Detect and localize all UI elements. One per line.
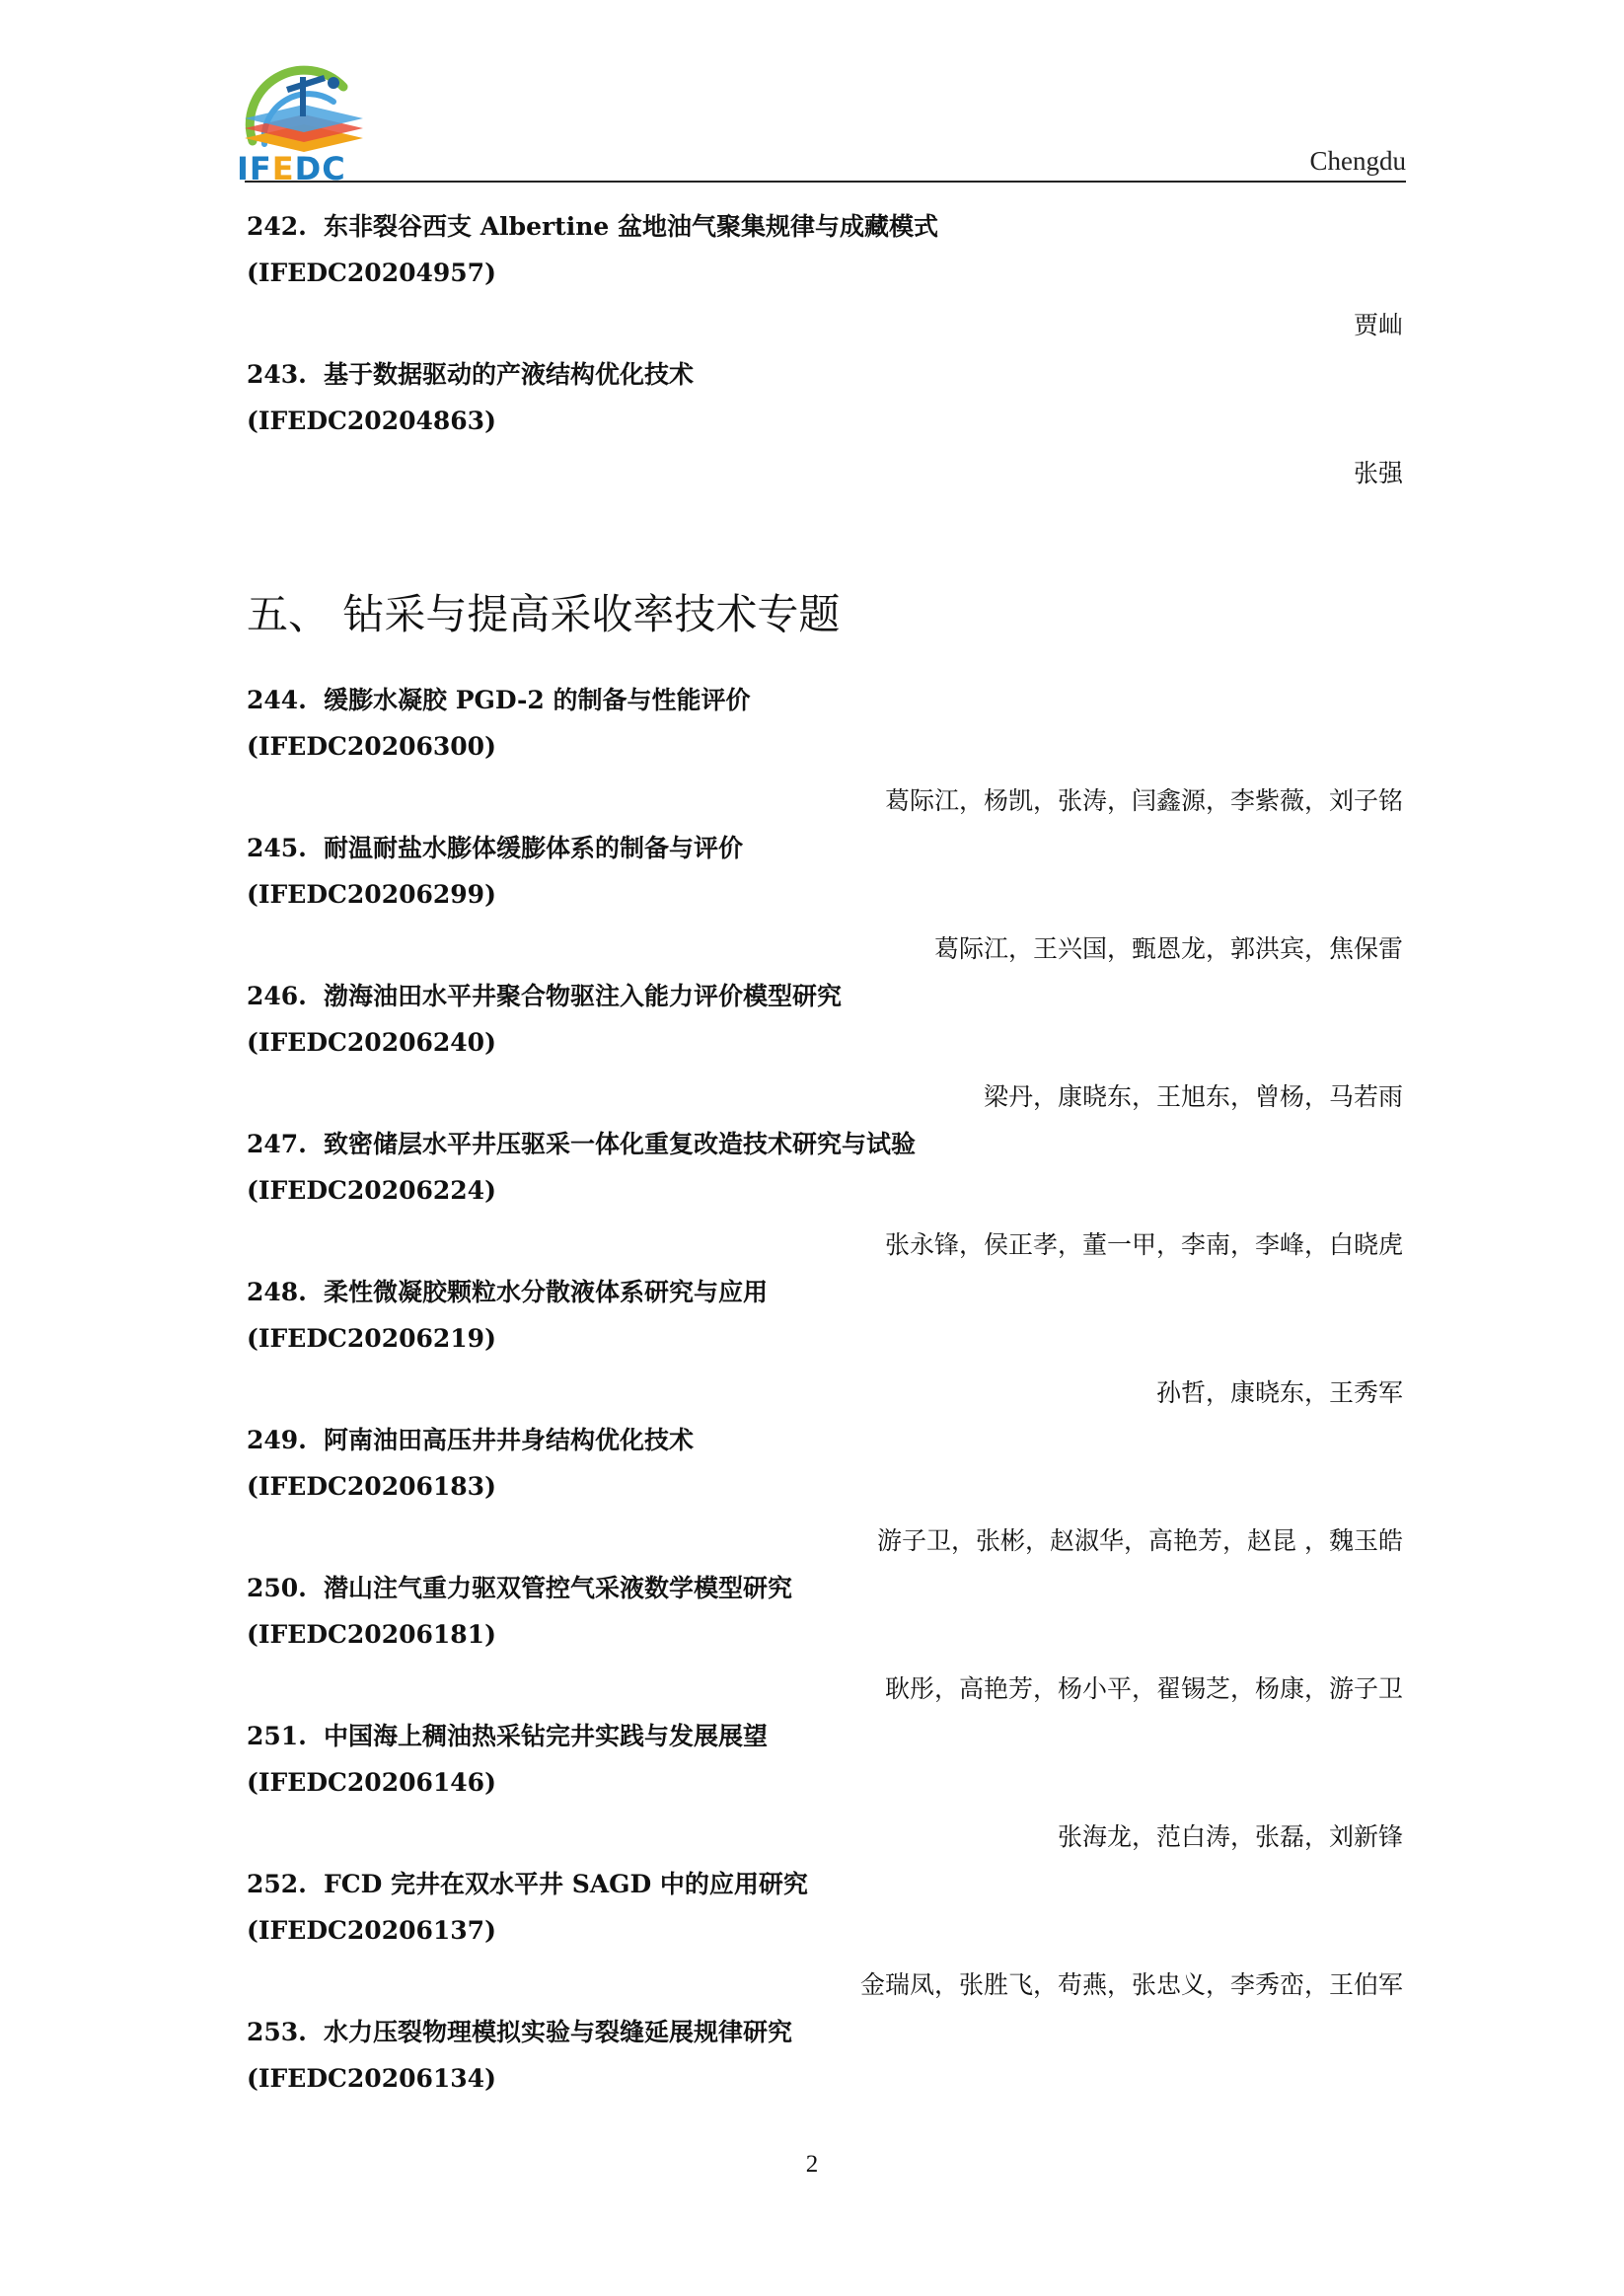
entry-code: (IFEDC20206300) <box>247 732 496 761</box>
logo-text-suffix: DC <box>294 150 346 187</box>
entry-authors: 游子卫，张彬，赵淑华，高艳芳，赵昆 ，魏玉皓 <box>877 1526 1403 1555</box>
entry-code: (IFEDC20206299) <box>247 880 496 909</box>
entry-title-text: 基于数据驱动的产液结构优化技术 <box>324 360 695 389</box>
entry-code: (IFEDC20206137) <box>247 1916 496 1945</box>
entry-number: 245. <box>247 834 307 862</box>
entry-number: 244. <box>247 686 307 714</box>
entry-number: 247. <box>247 1130 307 1158</box>
entry-number: 246. <box>247 982 307 1010</box>
entry-number: 249. <box>247 1426 307 1454</box>
entry-title-text: 中国海上稠油热采钻完井实践与发展展望 <box>324 1722 769 1750</box>
entry-number: 242. <box>247 212 307 241</box>
entry-title <box>247 1569 792 1604</box>
entry-title <box>247 977 842 1012</box>
entry-authors: 葛际江，王兴国，甄恩龙，郭洪宾，焦保雷 <box>933 934 1403 963</box>
entry-title-text: 渤海油田水平井聚合物驱注入能力评价模型研究 <box>324 982 843 1010</box>
entry-number: 251. <box>247 1722 307 1750</box>
entry-title <box>247 1125 916 1160</box>
entry-title-text: 缓膨水凝胶 PGD-2 的制备与性能评价 <box>324 686 751 714</box>
entry-title <box>247 1717 768 1752</box>
entry-code: (IFEDC20204957) <box>247 259 496 287</box>
entry-title <box>247 1273 768 1308</box>
logo-text-prefix: IF <box>237 150 272 187</box>
entry-code: (IFEDC20206181) <box>247 1620 496 1649</box>
entry-title <box>247 207 938 243</box>
entry-number: 243. <box>247 360 307 389</box>
entry-title <box>247 1421 694 1456</box>
entry-authors: 孙哲，康晓东，王秀军 <box>1155 1378 1403 1407</box>
header-rule <box>245 181 1406 183</box>
entry-authors: 耿彤，高艳芳，杨小平，翟锡芝，杨康，游子卫 <box>884 1674 1403 1703</box>
entry-title-text: 柔性微凝胶颗粒水分散液体系研究与应用 <box>324 1278 769 1306</box>
entry-code: (IFEDC20206224) <box>247 1176 496 1205</box>
entry-authors: 贾屾 <box>1353 311 1403 339</box>
logo-text-e: E <box>271 150 295 187</box>
entry-code: (IFEDC20206134) <box>247 2064 496 2093</box>
entry-title-text: 阿南油田高压井井身结构优化技术 <box>324 1426 695 1454</box>
entry-code: (IFEDC20204863) <box>247 407 496 435</box>
entry-title-text: 水力压裂物理模拟实验与裂缝延展规律研究 <box>324 2018 793 2046</box>
entry-code: (IFEDC20206240) <box>247 1028 496 1057</box>
entry-authors: 葛际江，杨凯，张涛，闫鑫源，李紫薇，刘子铭 <box>884 786 1403 815</box>
entry-number: 250. <box>247 1574 307 1602</box>
entry-code: (IFEDC20206219) <box>247 1324 496 1353</box>
section-heading: 五、 钻采与提高采收率技术专题 <box>247 590 841 638</box>
entry-title <box>247 829 743 864</box>
entry-number: 253. <box>247 2018 307 2046</box>
entry-title <box>247 681 750 716</box>
entry-authors: 张海龙，范白涛，张磊，刘新锋 <box>1057 1822 1403 1851</box>
entry-code: (IFEDC20206146) <box>247 1768 496 1797</box>
entry-title-text: 潜山注气重力驱双管控气采液数学模型研究 <box>324 1574 793 1602</box>
entry-title-text: 致密储层水平井压驱采一体化重复改造技术研究与试验 <box>324 1130 917 1158</box>
entry-authors: 张强 <box>1353 459 1403 487</box>
entry-title <box>247 2013 792 2048</box>
entry-title-text: 耐温耐盐水膨体缓膨体系的制备与评价 <box>324 834 744 862</box>
entry-code: (IFEDC20206183) <box>247 1472 496 1501</box>
entry-title <box>247 1865 808 1900</box>
entry-number: 252. <box>247 1870 307 1898</box>
entry-authors: 梁丹，康晓东，王旭东，曾杨，马若雨 <box>983 1082 1403 1111</box>
entry-number: 248. <box>247 1278 307 1306</box>
entry-title-text: FCD 完井在双水平井 SAGD 中的应用研究 <box>324 1870 808 1898</box>
entry-authors: 张永锋，侯正孝，董一甲，李南，李峰，白晓虎 <box>884 1230 1403 1259</box>
entry-title-text: 东非裂谷西支 Albertine 盆地油气聚集规律与成藏模式 <box>324 212 938 241</box>
header-city: Chengdu <box>1309 146 1406 176</box>
page-number: 2 <box>805 2151 819 2178</box>
entry-authors: 金瑞凤，张胜飞，苟燕，张忠义，李秀峦，王伯军 <box>859 1970 1403 1999</box>
entry-title <box>247 355 694 391</box>
